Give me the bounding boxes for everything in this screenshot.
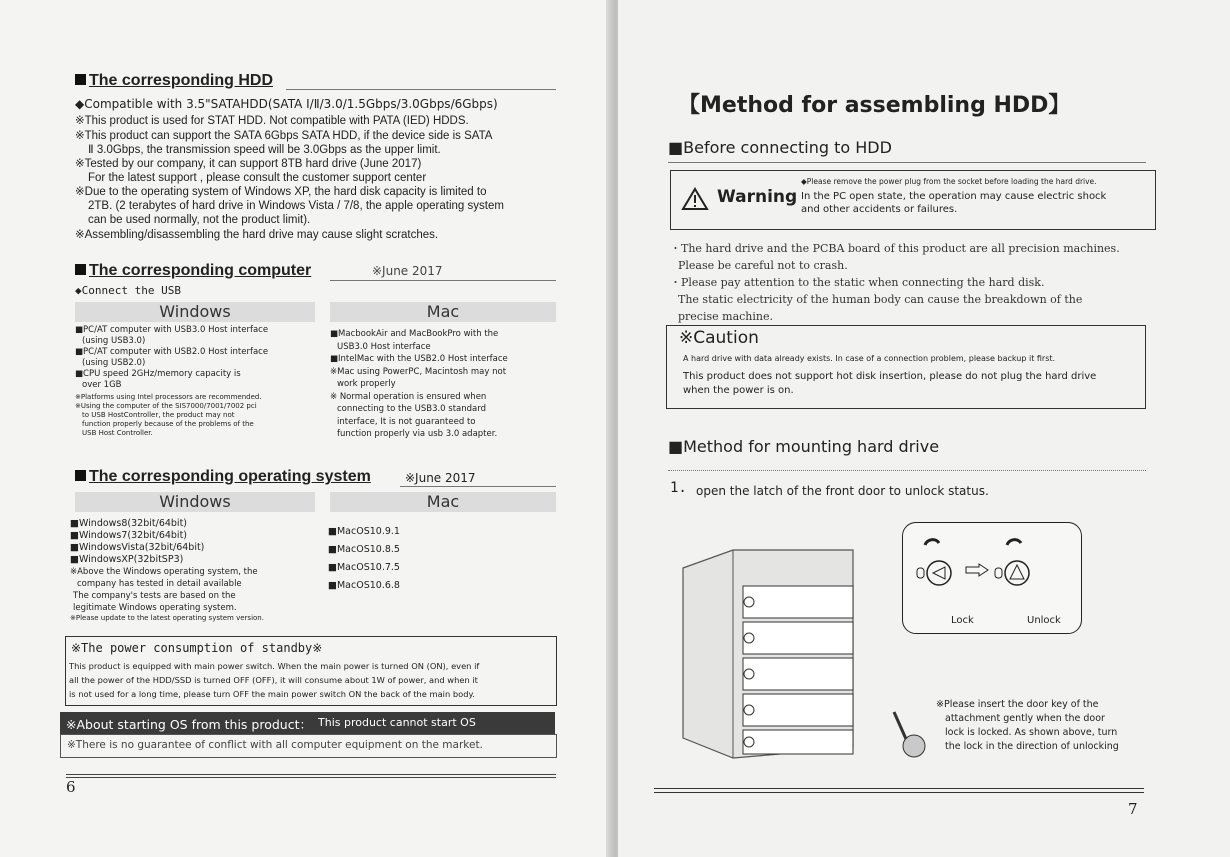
paragraph-line: The static electricity of the human body can cause the breakdown of the (678, 293, 1083, 306)
note: ※This product can support the SATA 6Gbps SATA HDD, if the device side is SATA (75, 130, 493, 142)
paragraph-line: all the power of the HDD/SSD is turned OFF (OFF), it will consume about 1W of power, and when it (69, 675, 478, 685)
list-item: work properly (337, 379, 396, 389)
mac-header: Mac (330, 492, 556, 512)
key-instructions (936, 698, 1119, 754)
section-heading-computer: The corresponding computer (75, 262, 311, 280)
list-item: function properly via usb 3.0 adapter. (337, 429, 498, 439)
page-left (0, 0, 612, 857)
list-item: The company's tests are based on the (73, 591, 236, 601)
list-item: ■MacOS10.7.5 (328, 562, 400, 573)
list-item: ※Using the computer of the SIS7000/7001/7002 pci (75, 402, 257, 410)
list-item: ■MacOS10.9.1 (328, 526, 400, 537)
connect-usb: ◆Connect the USB (75, 284, 181, 297)
note: ※This product is used for STAT HDD. Not compatible with PATA (IED) HDDS. (75, 115, 469, 127)
list-item: ■PC/AT computer with USB2.0 Host interface (75, 347, 269, 357)
lock-callout (902, 522, 1082, 634)
paragraph-line: is not used for a long time, please turn OFF the main power switch ON the back of the main body. (69, 689, 475, 699)
guarantee-box (60, 734, 557, 758)
standby-title: ※The power consumption of standby※ (71, 641, 323, 655)
divider (668, 470, 1146, 471)
list-item: ■MacOS10.8.5 (328, 544, 400, 555)
list-item: interface, It is not guaranteed to (337, 416, 476, 427)
list-item: ■MacOS10.6.8 (328, 580, 400, 591)
section-heading-os: The corresponding operating system (75, 468, 371, 486)
standby-text (69, 659, 479, 701)
divider (400, 486, 556, 487)
list-item: to USB HostController, the product may not (82, 411, 235, 419)
list-item: ■Windows7(32bit/64bit) (70, 530, 188, 541)
os-start-label: ※About starting OS from this product： (66, 717, 312, 732)
warning-box (670, 170, 1156, 230)
warning-label: Warning (717, 187, 798, 207)
list-item: ※Mac using PowerPC, Macintosh may not (330, 366, 507, 377)
date-note: ※June 2017 (405, 471, 476, 485)
paragraph-line: lock is locked. As shown above, turn (945, 727, 1118, 738)
list-item: ■WindowsVista(32bit/64bit) (70, 542, 205, 553)
list-item: USB Host Controller. (82, 429, 153, 437)
lock-dial-icon (915, 537, 957, 587)
list-item: ※Please update to the latest operating system version. (70, 614, 264, 622)
paragraph-line: Please be careful not to crash. (678, 259, 848, 272)
paragraph-line: the lock in the direction of unlocking (945, 741, 1119, 752)
caution-line: A hard drive with data already exists. In case of a connection problem, please backup it first. (683, 354, 1056, 363)
list-item: company has tested in detail available (77, 579, 242, 589)
list-item: (using USB2.0) (82, 358, 146, 368)
note: ※Tested by our company, it can support 8TB hard drive (June 2017) (75, 158, 422, 170)
page-number: 7 (1128, 800, 1138, 818)
arrow-right-icon (965, 563, 989, 577)
note: For the latest support , please consult the customer support center (88, 172, 427, 184)
step-text: open the latch of the front door to unlock status. (696, 484, 989, 498)
mac-header: Mac (330, 302, 556, 322)
paragraph-line: ・Please pay attention to the static when connecting the hard disk. (670, 276, 1045, 289)
page-title: 【Method for assembling HDD】 (678, 93, 1071, 118)
os-start-bar (60, 712, 555, 734)
paragraph-line: ・The hard drive and the PCBA board of this product are all precision machines. (670, 242, 1120, 255)
windows-os-list (70, 518, 315, 623)
warning-line: ◆Please remove the power plug from the socket before loading the hard drive. (801, 177, 1097, 186)
note: Ⅱ 3.0Gbps, the transmission speed will be 3.0Gbps as the upper limit. (88, 144, 441, 156)
windows-header: Windows (75, 492, 315, 512)
note: 2TB. (2 terabytes of hard drive in Windows Vista / 7/8, the apple operating system (88, 200, 504, 212)
list-item: connecting to the USB3.0 standard (337, 404, 486, 414)
standby-box (65, 636, 557, 706)
section-heading-hdd: The corresponding HDD (75, 72, 273, 90)
paragraph-line: precise machine. (678, 310, 773, 323)
page-number: 6 (66, 778, 76, 796)
list-item: (using USB3.0) (82, 336, 146, 346)
lock-label: Lock (951, 615, 974, 626)
caution-line: This product does not support hot disk insertion, please do not plug the hard drive (683, 371, 1097, 382)
paragraph-line: This product is equipped with main power switch. When the main power is turned ON (ON), even if (69, 661, 480, 671)
list-item: ■PC/AT computer with USB3.0 Host interface (75, 325, 269, 335)
mount-heading: ■Method for mounting hard drive (668, 437, 940, 456)
step-number: 1. (670, 480, 687, 496)
caution-title: ※Caution (679, 328, 759, 348)
divider (668, 162, 1146, 163)
list-item: ※Platforms using Intel processors are recommended. (75, 393, 262, 401)
mac-computer-list (330, 328, 556, 441)
windows-computer-list (75, 325, 315, 438)
list-item: ■Windows8(32bit/64bit) (70, 518, 188, 529)
caution-line: when the power is on. (683, 385, 794, 396)
compat-line: ◆Compatible with 3.5"SATAHDD(SATA Ⅰ/Ⅱ/3.0/1.5Gbps/3.0Gbps/6Gbps) (75, 97, 498, 111)
footer-rule (66, 774, 556, 778)
divider (330, 280, 556, 281)
list-item: ■CPU speed 2GHz/memory capacity is (75, 369, 241, 379)
list-item: ※ Normal operation is ensured when (330, 391, 487, 402)
list-item: USB3.0 Host interface (337, 341, 431, 352)
list-item: ■WindowsXP(32bitSP3) (70, 554, 184, 565)
note: can be used normally, not the product limit). (88, 214, 311, 226)
paragraph-line: attachment gently when the door (945, 713, 1105, 724)
warning-line: and other accidents or failures. (801, 204, 958, 215)
door-key-icon (890, 706, 930, 762)
note: ※Assembling/disassembling the hard drive may cause slight scratches. (75, 229, 439, 241)
precision-notes (670, 240, 1120, 325)
date-note: ※June 2017 (372, 264, 443, 278)
list-item: ※Above the Windows operating system, the (70, 567, 258, 577)
list-item: legitimate Windows operating system. (73, 603, 237, 613)
divider (286, 89, 556, 90)
hdd-enclosure-illustration (673, 548, 863, 760)
list-item: ■MacbookAir and MacBookPro with the (330, 329, 499, 339)
unlock-label: Unlock (1027, 615, 1061, 626)
footer-rule (654, 788, 1144, 793)
mac-os-list (328, 523, 400, 595)
page-right (618, 0, 1230, 857)
guarantee-text: ※There is no guarantee of conflict with all computer equipment on the market. (67, 739, 483, 751)
before-heading: ■Before connecting to HDD (668, 138, 892, 157)
list-item: function properly because of the problems of the (82, 420, 254, 428)
list-item: over 1GB (82, 380, 122, 390)
caution-box (666, 325, 1146, 409)
paragraph-line: ※Please insert the door key of the (936, 699, 1099, 710)
warning-triangle-icon (681, 187, 709, 211)
warning-line: In the PC open state, the operation may cause electric shock (801, 191, 1107, 202)
os-start-value: This product cannot start OS (318, 716, 476, 729)
note: ※Due to the operating system of Windows XP, the hard disk capacity is limited to (75, 186, 487, 198)
unlock-dial-icon (993, 537, 1035, 587)
list-item: ■IntelMac with the USB2.0 Host interface (330, 354, 508, 364)
windows-header: Windows (75, 302, 315, 322)
